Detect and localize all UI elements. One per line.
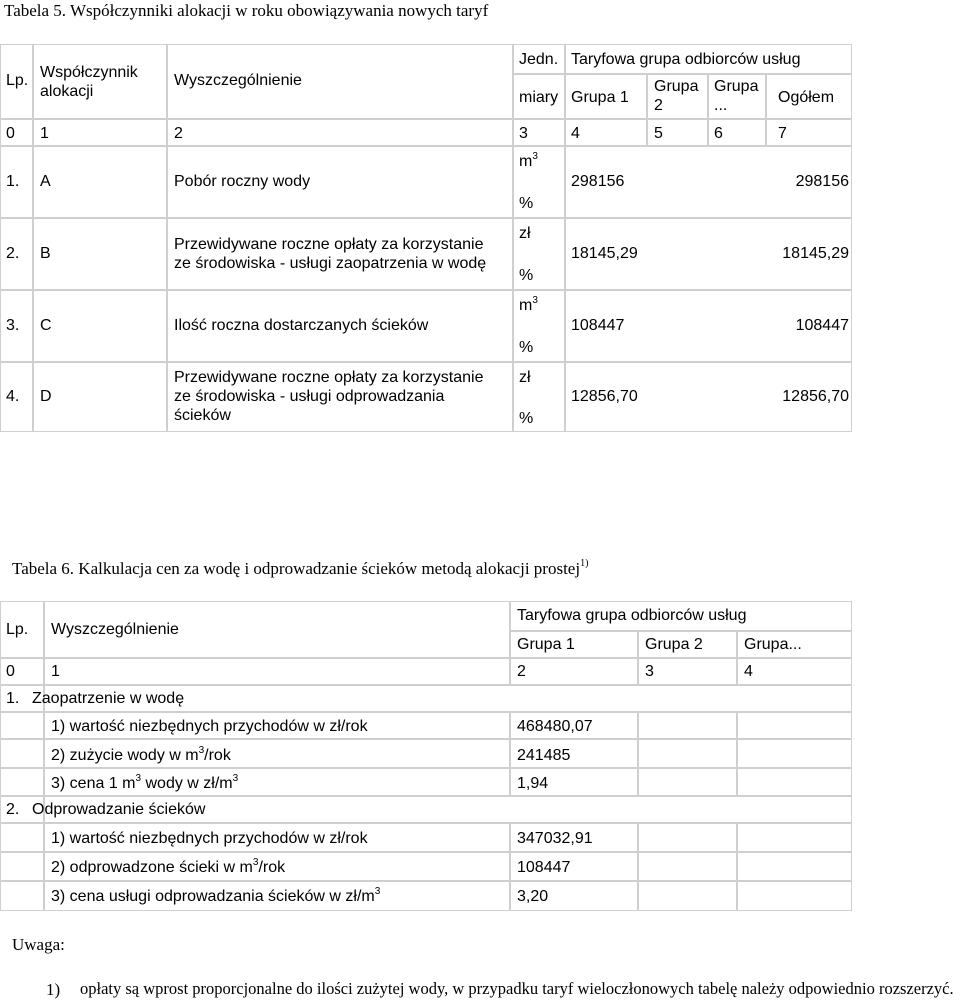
item-text-a: 3) cena usługi odprowadzania ścieków w zł/m	[51, 888, 375, 905]
row-description: Ilość roczna dostarczanych ścieków	[174, 317, 429, 334]
table6-caption	[12, 560, 588, 577]
header-tariff-group: Taryfowa grupa odbiorców usług	[517, 607, 747, 624]
item-sup: 3	[374, 885, 381, 897]
item-text-a: 2) odprowadzone ścieki w m	[51, 859, 253, 876]
item-value: 108447	[517, 859, 571, 876]
row-total-value: 18145,29	[782, 245, 849, 262]
row-unit-text: m	[519, 297, 533, 314]
row-lp: 2.	[6, 245, 20, 262]
row-coefficient: D	[40, 388, 52, 405]
row-group1-value: 108447	[571, 317, 625, 334]
row-unit-percent: %	[519, 339, 534, 356]
item-sup: 3	[135, 772, 142, 784]
header-lp: Lp.	[6, 72, 29, 89]
row-unit-sup: 3	[532, 294, 538, 306]
item-value: 1,94	[517, 775, 549, 792]
item-text-b: /rok	[204, 747, 231, 764]
footnote-text: opłaty są wprost proporcjonalne do ilości zużytej wody, w przypadku taryf wieloczłonowych tabelę należy odpowiednio rozszerzyć.	[80, 979, 954, 998]
item-text: 1) wartość niezbędnych przychodów w zł/rok	[51, 718, 368, 735]
row-description: ścieków	[174, 407, 231, 424]
row-description: Przewidywane roczne opłaty za korzystanie	[174, 369, 484, 386]
row-unit	[519, 294, 538, 314]
row-unit	[519, 150, 538, 170]
item-sup: 3	[232, 772, 239, 784]
section-title: Zaopatrzenie w wodę	[32, 690, 185, 707]
item-sup: 3	[198, 744, 205, 756]
header-tariff-group: Taryfowa grupa odbiorców usług	[571, 51, 801, 68]
index-cell: 3	[519, 125, 528, 142]
header-coefficient-line1: Współczynnik	[40, 64, 138, 81]
row-description: Przewidywane roczne opłaty za korzystanie	[174, 236, 484, 253]
item-text-b: wody w zł/m	[141, 775, 233, 792]
row-total-value: 12856,70	[782, 388, 849, 405]
row-unit: zł	[519, 369, 531, 386]
row-coefficient: C	[40, 317, 52, 334]
header-total: Ogółem	[778, 89, 835, 106]
header-unit-line2: miary	[519, 89, 559, 106]
row-group1-value: 12856,70	[571, 388, 638, 405]
header-group1: Grupa 1	[571, 89, 629, 106]
index-cell: 0	[6, 663, 15, 680]
item-text-a: 3) cena 1 m	[51, 775, 136, 792]
row-description: ze środowiska - usługi zaopatrzenia w wodę	[174, 255, 487, 272]
row-unit: zł	[519, 225, 531, 242]
index-cell: 6	[714, 125, 723, 142]
item-text	[51, 856, 286, 876]
row-lp: 4.	[6, 388, 20, 405]
index-cell: 2	[174, 125, 183, 142]
item-text	[51, 744, 231, 764]
section-title: Odprowadzanie ścieków	[32, 801, 206, 818]
item-text-b: /rok	[258, 859, 286, 876]
row-description: ze środowiska - usługi odprowadzania	[174, 388, 445, 405]
row-unit-text: m	[519, 153, 533, 170]
row-total-value: 108447	[795, 317, 849, 334]
item-text-a: 2) zużycie wody w m	[51, 747, 199, 764]
row-coefficient: B	[40, 245, 51, 262]
row-lp: 1.	[6, 173, 20, 190]
header-specification: Wyszczególnienie	[174, 72, 302, 89]
item-text	[51, 885, 381, 905]
index-cell: 1	[40, 125, 49, 142]
header-group2-line1: Grupa	[654, 78, 699, 95]
item-value: 347032,91	[517, 830, 593, 847]
row-unit-percent: %	[519, 410, 534, 427]
notes-label: Uwaga:	[12, 935, 65, 954]
header-lp: Lp.	[6, 621, 29, 638]
header-group2-line2: 2	[654, 97, 663, 114]
header-group2: Grupa 2	[645, 636, 703, 653]
footnote-mark: 1)	[46, 980, 61, 999]
item-value: 468480,07	[517, 718, 593, 735]
index-cell: 4	[571, 125, 580, 142]
table5-caption: Tabela 5. Współczynniki alokacji w roku obowiązywania nowych taryf	[4, 1, 489, 20]
header-groupn-line2: ...	[714, 97, 728, 114]
row-unit-percent: %	[519, 195, 534, 212]
row-unit-sup: 3	[532, 150, 538, 162]
item-text	[51, 772, 239, 792]
index-cell: 3	[645, 663, 654, 680]
index-cell: 0	[6, 125, 15, 142]
item-value: 241485	[517, 747, 571, 764]
index-cell: 4	[744, 663, 753, 680]
header-group1: Grupa 1	[517, 636, 575, 653]
header-coefficient-line2: alokacji	[40, 83, 94, 100]
row-description: Pobór roczny wody	[174, 173, 311, 190]
row-group1-value: 18145,29	[571, 245, 638, 262]
index-cell: 7	[778, 125, 787, 142]
section-lp: 2.	[6, 801, 20, 818]
index-cell: 5	[654, 125, 663, 142]
row-lp: 3.	[6, 317, 20, 334]
index-cell: 1	[51, 663, 60, 680]
header-groupn: Grupa...	[744, 636, 802, 653]
row-group1-value: 298156	[571, 173, 625, 190]
section-lp: 1.	[6, 690, 20, 707]
item-value: 3,20	[517, 888, 549, 905]
header-unit-line1: Jedn.	[519, 51, 559, 68]
index-cell: 2	[517, 663, 526, 680]
row-unit-percent: %	[519, 267, 534, 284]
item-sup: 3	[252, 856, 259, 868]
row-coefficient: A	[40, 173, 51, 190]
header-groupn-line1: Grupa	[714, 78, 759, 95]
table6-caption-footnote-mark: 1)	[580, 558, 589, 570]
item-text: 1) wartość niezbędnych przychodów w zł/rok	[51, 830, 368, 847]
row-total-value: 298156	[795, 173, 849, 190]
table6-caption-text: Tabela 6. Kalkulacja cen za wodę i odprowadzanie ścieków metodą alokacji prostej	[12, 559, 581, 578]
header-specification: Wyszczególnienie	[51, 621, 179, 638]
